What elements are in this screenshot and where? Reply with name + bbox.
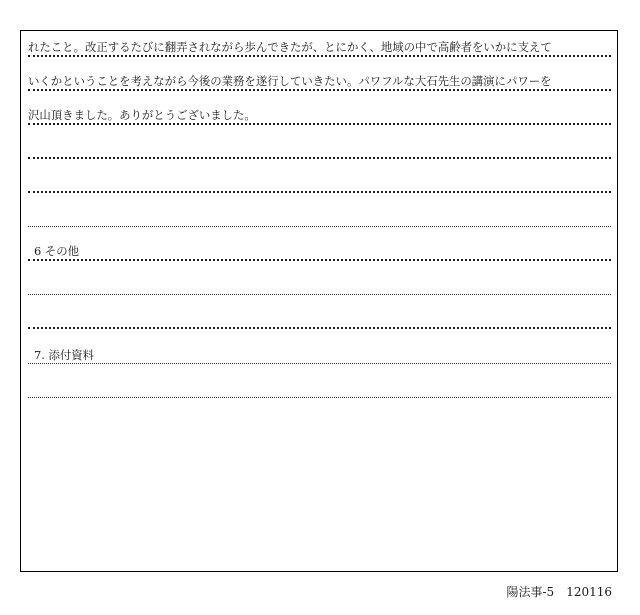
blank-line-4 <box>28 275 611 295</box>
section-6-line <box>28 241 611 261</box>
text-line-2-content: いくかということを考えながら今後の業務を遂行していきたい。パワフルな大石先生の講演にパワーを <box>28 74 552 88</box>
blank-line-1 <box>28 139 611 159</box>
text-line-1-content: れたこと。改正するたびに翻弄されながら歩んできたが、とにかく、地域の中で高齢者をいかに支えて <box>28 40 552 54</box>
document-footer <box>506 583 612 600</box>
footer-document-code: 陽法事-5 <box>506 585 555 599</box>
section-6-heading: 6 その他 <box>34 244 80 258</box>
blank-line-2 <box>28 173 611 193</box>
text-line-1 <box>28 37 611 57</box>
blank-line-3 <box>28 207 611 227</box>
section-7-heading: 7. 添付資料 <box>34 348 95 362</box>
text-line-3-content: 沢山頂きました。ありがとうございました。 <box>28 108 256 122</box>
blank-line-6 <box>28 378 611 398</box>
footer-document-number: 120116 <box>566 585 612 599</box>
text-line-3 <box>28 105 611 125</box>
section-7-line <box>28 344 611 364</box>
text-line-2 <box>28 71 611 91</box>
report-form-frame <box>20 30 618 572</box>
blank-line-5 <box>28 309 611 329</box>
